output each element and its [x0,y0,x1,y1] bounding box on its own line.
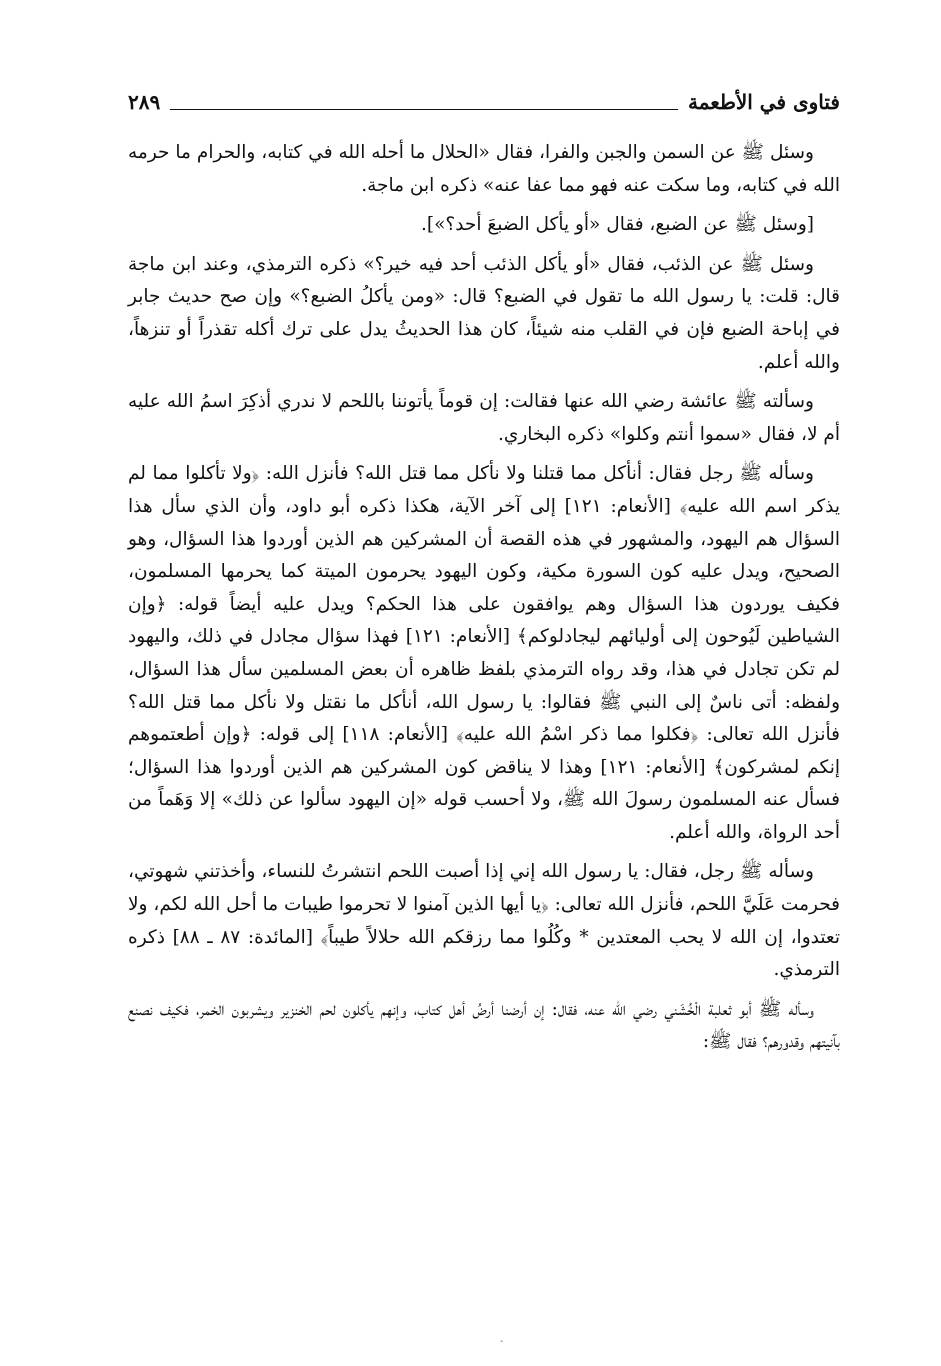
paragraph: وسئل ﷺ عن الذئب، فقال «أو يأكل الذئب أحد فيه خير؟» ذكره الترمذي، وعند ابن ماجة قال: قلت: يا رسول الله ما تقول في الضبع؟ قال: «ومن يأكلُ الضبع؟» وإن صح حديث جابر في إباحة الضبع فإن في القلب منه شيئاً، كان هذا الحديثُ يدل على ترك أكله تقذراً أو تنزهاً، والله أعلم. [128,253,840,373]
paragraph: [وسئل ﷺ عن الضبع، فقال «أو يأكل الضبعَ أحد؟»]. [420,214,814,236]
paragraph: وسأله ﷺ رجل فقال: أنأكل مما قتلنا ولا نأكل مما قتل الله؟ فأنزل الله: ﴿ولا تأكلوا مما لم يذكر اسم الله عليه﴾ [الأنعام: ١٢١] إلى آخر الآية، هكذا ذكره أبو داود، وأن الذي سأل هذا السؤال هم اليهود، والمشهور في هذه القصة أن المشركين هم الذين أوردوا هذا السؤال، وهو الصحيح، ويدل عليه كون السورة مكية، وكون اليهود يحرمون الميتة كما يحرمها المسلمون، فكيف يوردون هذا السؤال وهم يوافقون على هذا الحكم؟ ويدل عليه أيضاً قوله: ﴿وإن الشياطين لَيُوحون إلى أوليائهم ليجادلوكم﴾ [الأنعام: ١٢١] فهذا سؤال مجادل في ذلك، واليهود لم تكن تجادل في هذا، وقد رواه الترمذي بلفظ ظاهره أن بعض المسلمين سأل هذا السؤال، ولفظه: أتى ناسٌ إلى النبي ﷺ فقالوا: يا رسول الله، أنأكل ما نقتل ولا نأكل مما قتل الله؟ فأنزل الله تعالى: ﴿فكلوا مما ذكر اسْمُ الله عليه﴾ [الأنعام: ١١٨] إلى قوله: ﴿وإن أطعتموهم إنكم لمشركون﴾ [الأنعام: ١٢١] وهذا لا يناقض كون المشركين هم الذين أوردوا هذا السؤال؛ فسأل عنه المسلمون رسولَ الله ﷺ، ولا أحسب قوله «إن اليهود سألوا عن ذلك» إلا وَهَماً من أحد الرواة، والله أعلم. [128,463,840,843]
header-rule [170,109,678,110]
running-title: فتاوى في الأطعمة [688,90,840,114]
body-text [128,137,840,1066]
page-number: ٢٨٩ [128,90,161,114]
paragraph: وسألته ﷺ عائشة رضي الله عنها فقالت: إن قوماً يأتوننا باللحم لا ندري أذكِرَ اسمُ الله عليه أم لا، فقال «سموا أنتم وكلوا» ذكره البخاري. [128,391,840,445]
running-header [128,84,840,116]
footer-mark: - [500,1336,504,1347]
paragraph: وسأله ﷺ رجل، فقال: يا رسول الله إني إذا أصبت اللحم انتشرتُ للنساء، وأخذتني شهوتي، فحرمت عَلَيَّ اللحم، فأنزل الله تعالى: ﴿يا أيها الذين آمنوا لا تحرموا طيبات ما أحل الله لكم، ولا تعتدوا، إن الله لا يحب المعتدين * وكُلُوا مما رزقكم الله حلالاً طيباً﴾ [المائدة: ٨٧ ـ ٨٨] ذكره الترمذي. [128,861,840,981]
paragraph: وسأله ﷺ أبو ثعلبة الْخُشَني رضي الله عنه، فقال: إن أرضنا أرضُ أهل كتاب، وإنهم يأكلون لحم الخنزير ويشربون الخمر، فكيف نصنع بآنيتهم وقدورهم؟ فقال ﷺ: [128,998,840,1053]
paragraph: وسئل ﷺ عن السمن والجبن والفرا، فقال «الحلال ما أحله الله في كتابه، والحرام ما حرمه الله في كتابه، وما سكت عنه فهو مما عفا عنه» ذكره ابن ماجة. [128,142,840,196]
